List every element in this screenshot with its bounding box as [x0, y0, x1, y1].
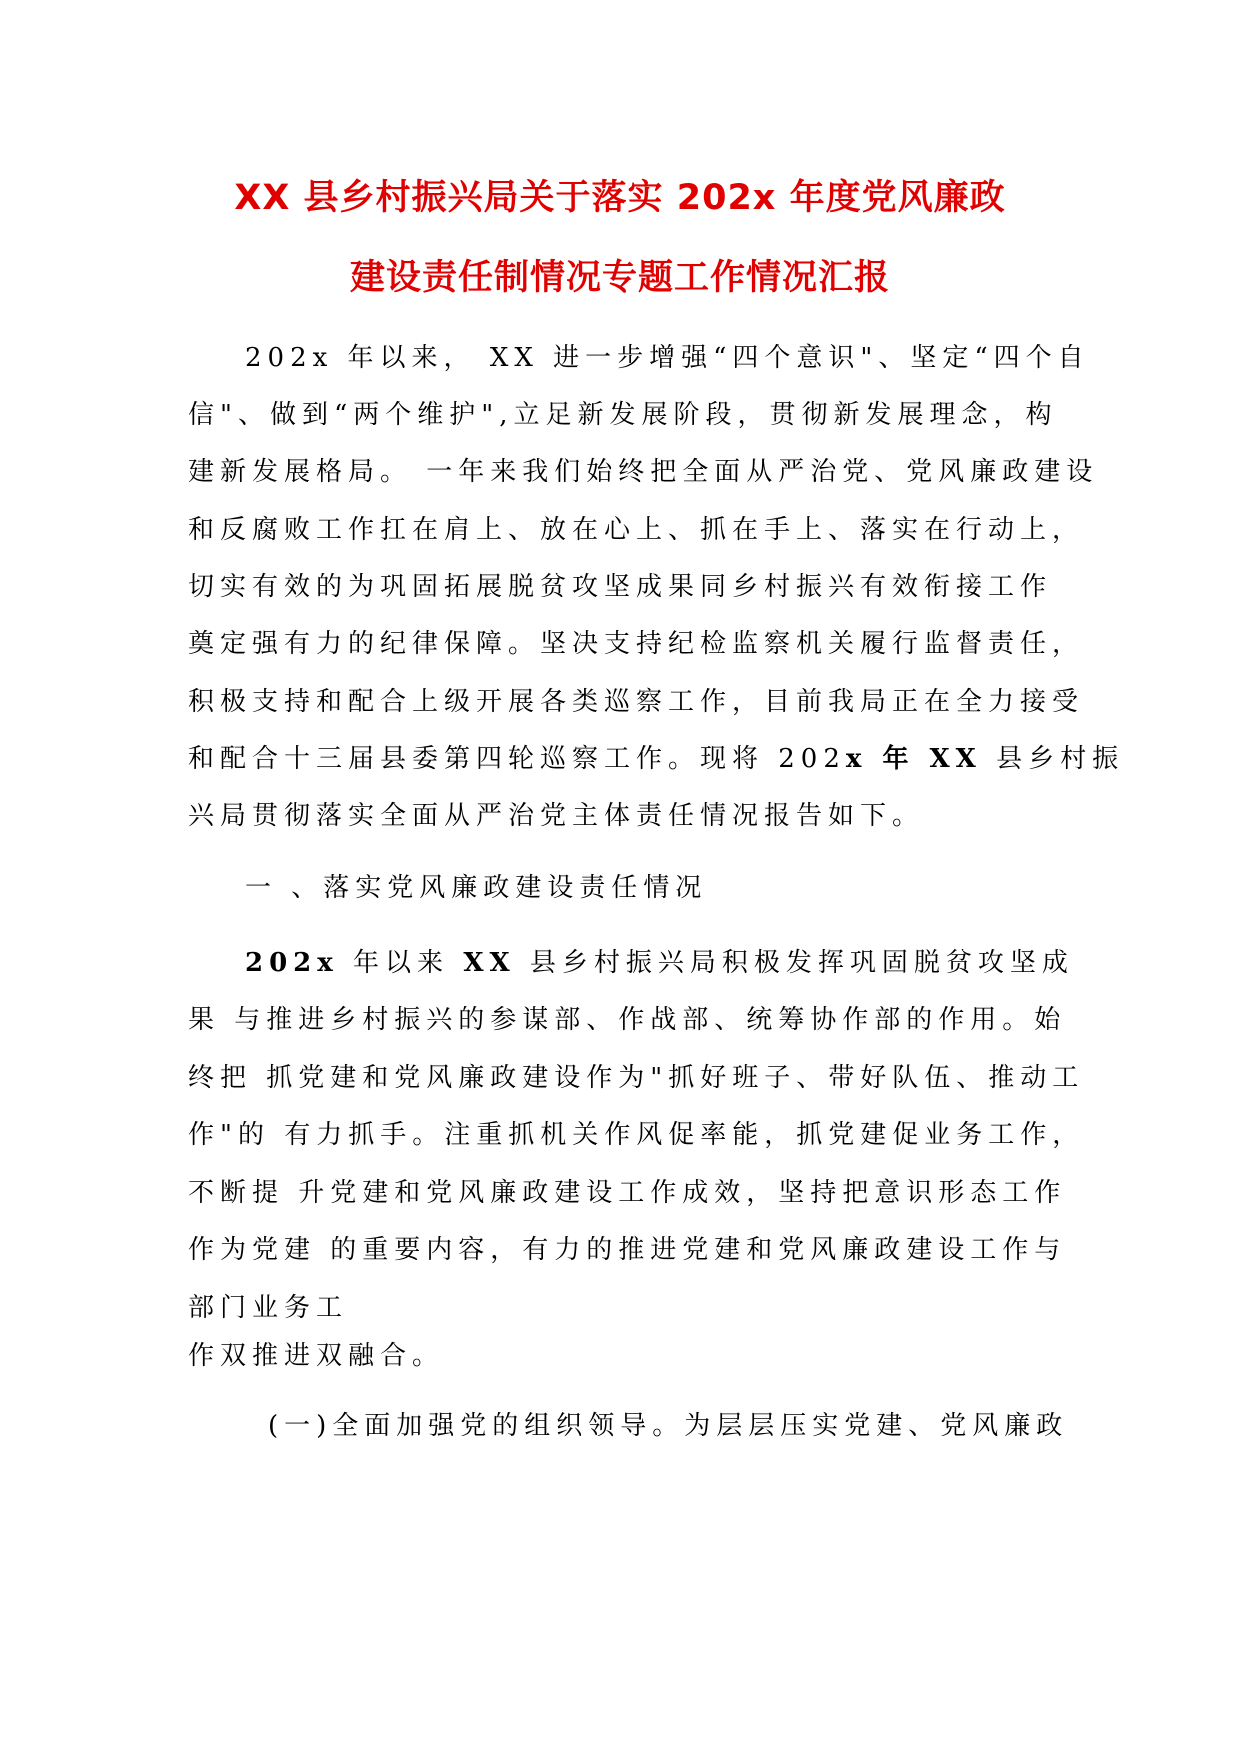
text-span-bold: x 年 XX	[845, 744, 982, 774]
text-line: 积极支持和配合上级开展各类巡察工作，目前我局正在全力接受	[188, 687, 1085, 717]
text-line: 奠定强有力的纪律保障。坚决支持纪检监察机关履行监督责任，	[188, 629, 1085, 659]
text-span: 和配合十三届县委第四轮巡察工作。现将 202	[188, 744, 846, 774]
subsection-heading: (一)全面加强党的组织领导。为层层压实党建、党风廉政	[268, 1411, 1069, 1441]
text-line	[245, 945, 1074, 981]
text-line	[188, 741, 1124, 777]
text-line: 部门业务工	[188, 1293, 349, 1323]
document-title-line-2: 建设责任制情况专题工作情况汇报	[349, 258, 890, 298]
text-line: 兴局贯彻落实全面从严治党主体责任情况报告如下。	[188, 801, 925, 831]
text-span: 年以来	[338, 948, 464, 978]
text-line: 和反腐败工作扛在肩上、放在心上、抓在手上、落实在行动上，	[188, 515, 1085, 545]
text-line: 作为党建 的重要内容，有力的推进党建和党风廉政建设工作与	[188, 1235, 1067, 1265]
text-line: 作双推进双融合。	[188, 1341, 445, 1371]
text-line: 作"的 有力抓手。注重抓机关作风促率能，抓党建促业务工作，	[188, 1120, 1085, 1150]
text-line: 不断提 升党建和党风廉政建设工作成效，坚持把意识形态工作	[188, 1178, 1067, 1208]
text-span-bold: XX	[463, 948, 516, 978]
document-title-line-1: XX 县乡村振兴局关于落实 202x 年度党风廉政	[234, 178, 1006, 218]
text-span: 县乡村振	[981, 744, 1125, 774]
text-line: 建新发展格局。 一年来我们始终把全面从严治党、党风廉政建设	[188, 457, 1099, 487]
text-line: 终把 抓党建和党风廉政建设作为"抓好班子、带好队伍、推动工	[188, 1063, 1085, 1093]
text-span-bold: 202x	[245, 948, 339, 978]
section-heading: 一 、落实党风廉政建设责任情况	[245, 873, 708, 903]
text-line: 信"、做到“两个维护",立足新发展阶段，贯彻新发展理念，构	[188, 400, 1058, 430]
text-line: 切实有效的为巩固拓展脱贫攻坚成果同乡村振兴有效衔接工作	[188, 572, 1053, 602]
text-line: 果 与推进乡村振兴的参谋部、作战部、统筹协作部的作用。始	[188, 1005, 1067, 1035]
text-line: 202x 年以来， XX 进一步增强“四个意识"、坚定“四个自	[245, 343, 1090, 373]
text-span: 县乡村振兴局积极发挥巩固脱贫攻坚成	[515, 948, 1074, 978]
